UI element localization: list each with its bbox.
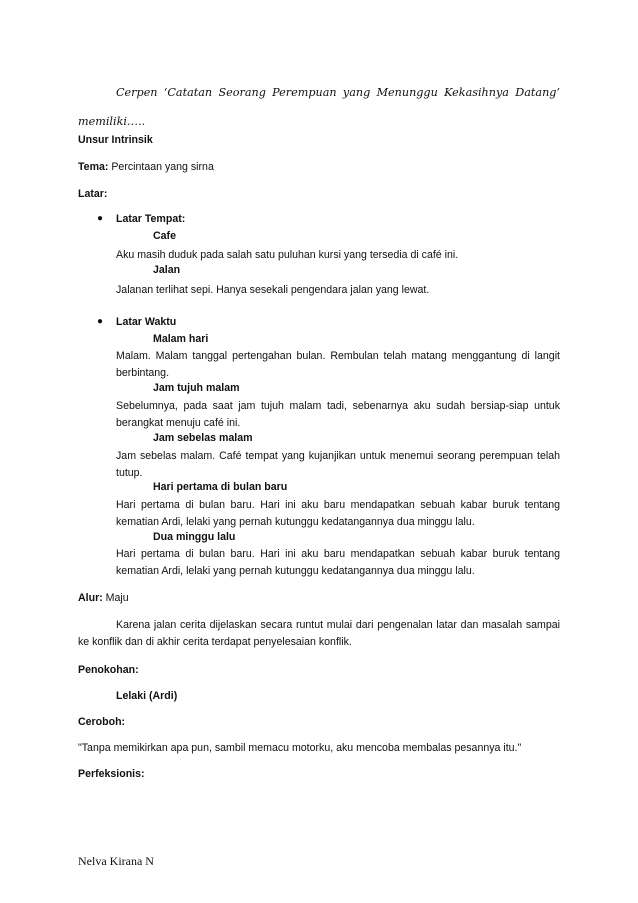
title-line-1: Cerpen ‘Catatan Seorang Perempuan yang Menunggu Kekasihnya Datang’ xyxy=(116,86,560,99)
tempat-jalan-heading: Jalan xyxy=(153,264,181,276)
latar-waktu-label: Latar Waktu xyxy=(116,316,177,328)
waktu-malam-heading: Malam hari xyxy=(153,333,209,345)
waktu-jam-sebelas-heading: Jam sebelas malam xyxy=(153,432,253,444)
latar-tempat-label: Latar Tempat: xyxy=(116,213,186,225)
waktu-hari-pertama-text: Hari pertama di bulan baru. Hari ini aku baru mendapatkan sebuah kabar buruk tentang kematian Ardi, lelaki yang pernah kutunggu kedatangannya dua minggu lalu. xyxy=(116,499,560,528)
waktu-malam-text: Malam. Malam tanggal pertengahan bulan. Rembulan telah matang menggantung di langit berbintang. xyxy=(116,350,560,379)
alur-line xyxy=(78,592,129,604)
alur-label: Alur: xyxy=(78,592,103,604)
alur-value: Maju xyxy=(102,592,129,604)
waktu-jam-sebelas-text: Jam sebelas malam. Café tempat yang kujanjikan untuk menemui seorang perempuan telah tutup. xyxy=(116,450,560,479)
waktu-dua-minggu-heading: Dua minggu lalu xyxy=(153,531,236,543)
footer-author: Nelva Kirana N xyxy=(78,854,154,868)
tema-value: Percintaan yang sirna xyxy=(108,161,214,173)
ceroboh-quote: "Tanpa memikirkan apa pun, sambil memacu motorku, aku mencoba membalas pesannya itu." xyxy=(78,742,522,754)
document-title xyxy=(78,78,560,136)
tempat-jalan-text: Jalanan terlihat sepi. Hanya sesekali pengendara jalan yang lewat. xyxy=(116,284,430,296)
ceroboh-label: Ceroboh: xyxy=(78,716,126,728)
perfeksionis-label: Perfeksionis: xyxy=(78,768,145,780)
unsur-intrinsik-heading: Unsur Intrinsik xyxy=(78,134,153,146)
tema-label: Tema: xyxy=(78,161,109,173)
latar-label: Latar: xyxy=(78,188,108,200)
waktu-dua-minggu-text: Hari pertama di bulan baru. Hari ini aku baru mendapatkan sebuah kabar buruk tentang kematian Ardi, lelaki yang pernah kutunggu kedatangannya dua minggu lalu. xyxy=(116,548,560,577)
tema-line xyxy=(78,161,214,173)
tempat-cafe-text: Aku masih duduk pada salah satu puluhan kursi yang tersedia di café ini. xyxy=(116,249,459,261)
bullet-icon: ● xyxy=(97,316,104,327)
alur-text: Karena jalan cerita dijelaskan secara runtut mulai dari pengenalan latar dan masalah sampai ke konflik dan di akhir cerita terdapat penyelesaian konflik. xyxy=(78,619,560,648)
waktu-jam-tujuh-text: Sebelumnya, pada saat jam tujuh malam tadi, sebenarnya aku sudah bersiap-siap untuk berangkat menuju café ini. xyxy=(116,400,560,429)
waktu-hari-pertama-heading: Hari pertama di bulan baru xyxy=(153,481,288,493)
bullet-icon: ● xyxy=(97,213,104,224)
tokoh-name: Lelaki (Ardi) xyxy=(116,690,178,702)
title-line-2: memiliki….. xyxy=(78,115,146,128)
waktu-jam-tujuh-heading: Jam tujuh malam xyxy=(153,382,240,394)
tempat-cafe-heading: Cafe xyxy=(153,230,176,242)
penokohan-label: Penokohan: xyxy=(78,664,139,676)
